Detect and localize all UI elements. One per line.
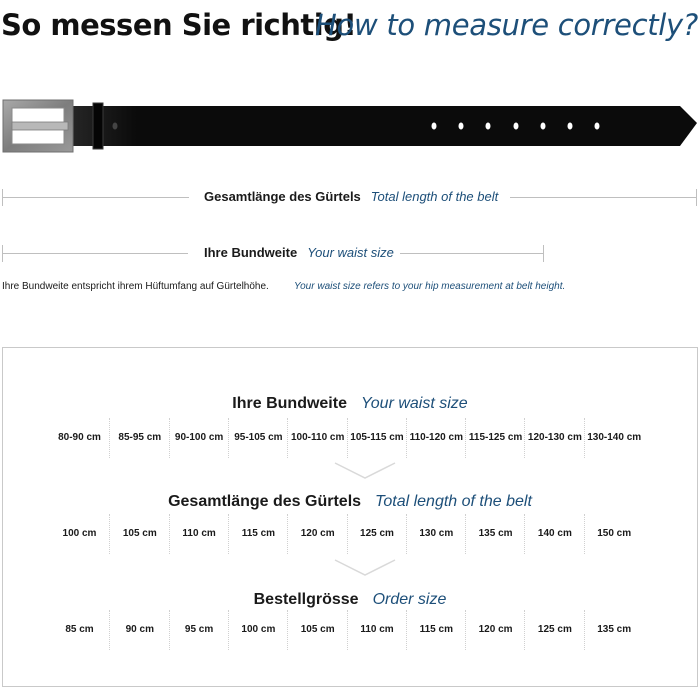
- order-section-title-de: Bestellgrösse: [253, 591, 359, 608]
- belt-hole: [459, 123, 464, 130]
- waist-size-cell: 85-95 cm: [109, 418, 169, 458]
- waist-size-label: [204, 245, 394, 260]
- length-section-title-en: Total length of the belt: [375, 493, 532, 510]
- order-size-cell: 95 cm: [169, 610, 229, 650]
- total-length-label-en: Total length of the belt: [370, 189, 499, 204]
- belt-length-cell: 100 cm: [62, 528, 97, 539]
- waist-section-title-de: Ihre Bundweite: [232, 395, 347, 412]
- page-header: [0, 8, 700, 52]
- total-length-label: [204, 189, 498, 204]
- page-title-english: How to measure correctly?: [315, 8, 698, 42]
- belt-strap: [60, 106, 697, 146]
- order-section-title: [3, 591, 697, 609]
- waist-size-cell: 130-140 cm: [584, 418, 644, 458]
- waist-size-label-de: Ihre Bundweite: [204, 245, 298, 260]
- belt-hole: [568, 123, 573, 130]
- order-size-cell: 125 cm: [524, 610, 584, 650]
- belt-length-cell: 120 cm: [287, 514, 347, 554]
- waist-size-cell: 115-125 cm: [465, 418, 525, 458]
- order-size-cell: 120 cm: [465, 610, 525, 650]
- waist-size-cell: 110-120 cm: [406, 418, 466, 458]
- belt-hole: [432, 123, 437, 130]
- buckle-icon: [3, 100, 73, 152]
- waist-line-right: [400, 253, 543, 254]
- page-title: So messen Sie richtig!: [1, 8, 357, 42]
- total-length-label-de: Gesamtlänge des Gürtels: [204, 189, 361, 204]
- belt-length-cell: 125 cm: [347, 514, 407, 554]
- belt-loop: [93, 103, 103, 149]
- order-section-title-en: Order size: [372, 591, 447, 608]
- measurement-note-de: Ihre Bundweite entspricht ihrem Hüftumfang auf Gürtelhöhe.: [2, 281, 269, 292]
- belt-length-cell: 150 cm: [584, 514, 644, 554]
- order-size-row: [50, 610, 650, 650]
- order-size-cell: 90 cm: [109, 610, 169, 650]
- order-size-cell: 100 cm: [228, 610, 288, 650]
- belt-illustration: [0, 94, 700, 164]
- belt-length-cell: 140 cm: [524, 514, 584, 554]
- belt-length-cell: 105 cm: [109, 514, 169, 554]
- chevron-down-icon: [333, 558, 397, 578]
- waist-section-title-en: Your waist size: [360, 395, 468, 412]
- measurement-note-en: Your waist size refers to your hip measurement at belt height.: [294, 281, 566, 292]
- belt-length-row: [50, 514, 650, 554]
- waist-size-cell: 95-105 cm: [228, 418, 288, 458]
- belt-hole: [113, 123, 118, 130]
- measurement-note: [2, 281, 566, 292]
- waist-size-cell: 100-110 cm: [287, 418, 347, 458]
- length-section-title: [3, 493, 697, 511]
- measure-line-right: [510, 197, 697, 198]
- belt-length-cell: 115 cm: [228, 514, 288, 554]
- belt-hole: [486, 123, 491, 130]
- chevron-down-icon: [333, 461, 397, 481]
- size-table: [2, 347, 698, 687]
- belt-length-cell: 130 cm: [406, 514, 466, 554]
- waist-size-row: [50, 418, 650, 458]
- belt-hole: [514, 123, 519, 130]
- waist-size-label-en: Your waist size: [307, 245, 394, 260]
- waist-section-title: [3, 395, 697, 413]
- order-size-cell: 135 cm: [584, 610, 644, 650]
- waist-line-left: [2, 253, 188, 254]
- belt-length-cell: 135 cm: [465, 514, 525, 554]
- belt-hole: [541, 123, 546, 130]
- order-size-cell: 105 cm: [287, 610, 347, 650]
- waist-tick-right: [543, 245, 544, 262]
- waist-size-cell: 120-130 cm: [524, 418, 584, 458]
- waist-size-cell: 90-100 cm: [169, 418, 229, 458]
- measure-tick-right: [696, 189, 697, 206]
- measure-line-left: [2, 197, 189, 198]
- waist-size-cell: 80-90 cm: [58, 432, 101, 443]
- belt-length-cell: 110 cm: [169, 514, 229, 554]
- belt-hole: [595, 123, 600, 130]
- order-size-cell: 110 cm: [347, 610, 407, 650]
- waist-size-cell: 105-115 cm: [347, 418, 407, 458]
- order-size-cell: 85 cm: [65, 624, 94, 635]
- order-size-cell: 115 cm: [406, 610, 466, 650]
- length-section-title-de: Gesamtlänge des Gürtels: [168, 493, 362, 510]
